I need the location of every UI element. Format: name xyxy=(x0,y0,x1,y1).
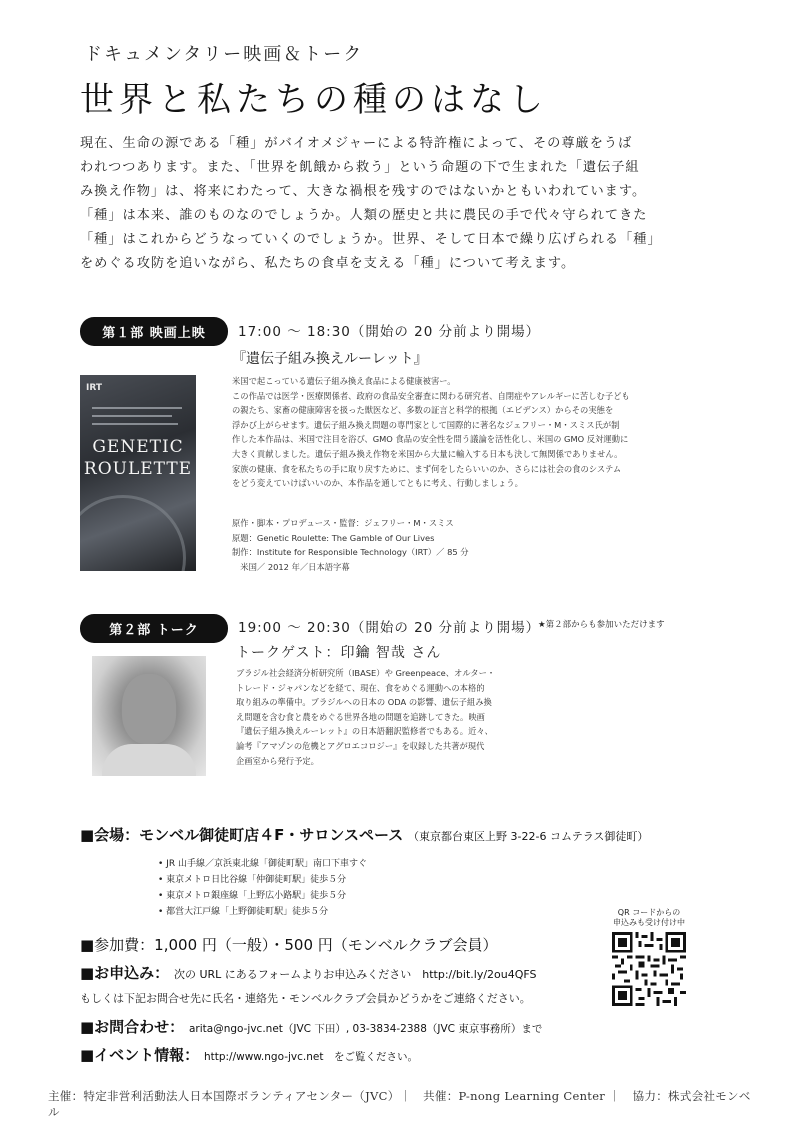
credit-line: 制作：Institute for Responsible Technology（IRT）／ 85 分 xyxy=(232,547,469,558)
access-text: 東京メトロ銀座線「上野広小路駅」徒歩５分 xyxy=(166,891,347,901)
venue-row xyxy=(80,824,648,845)
intro-line: 「種」はこれからどうなっていくのでしょうか。世界、そして日本で繰り広げられる「種」 xyxy=(80,232,662,247)
poster-logo: IRT xyxy=(86,383,103,393)
access-item: • 都営大江戸線「上野御徒町駅」徒歩５分 xyxy=(158,907,329,917)
credit-line: 原題：Genetic Roulette: The Gamble of Our Lives xyxy=(232,532,435,543)
qr-caption-line: 申込みも受け付け中 xyxy=(613,918,685,927)
film-description xyxy=(232,374,712,491)
access-text: 東京メトロ日比谷線「仲御徒町駅」徒歩５分 xyxy=(166,875,347,885)
intro-line: われつつあります。また、「世界を飢餓から救う」という命題の下で生まれた「遺伝子組 xyxy=(80,160,640,175)
contact-label: ■お問合わせ： xyxy=(80,1018,185,1036)
description-line: この作品では医学・医療関係者、政府の食品安全審査に関わる研究者、自閉症やアレルギーに苦しむ子ども xyxy=(232,390,630,401)
guest-photo xyxy=(92,656,206,776)
part2-badge: 第２部 トーク xyxy=(80,614,228,643)
fee-row: ■参加費：1,000 円（一般）・500 円（モンベルクラブ会員） xyxy=(80,936,498,954)
contact-row xyxy=(80,1016,542,1037)
bio-line: トレード・ジャパンなどを経て、現在、食をめぐる運動への本格的 xyxy=(236,682,485,693)
intro-line: 現在、生命の源である「種」がバイオメジャーによる特許権によって、その尊厳をうば xyxy=(80,136,633,151)
talk-guest: トークゲスト：印鑰 智哉 さん xyxy=(236,645,442,661)
film-title: 『遺伝子組み換えルーレット』 xyxy=(232,351,428,367)
description-line: の親たち、家畜の健康障害を扱った獣医など、多数の証言と科学的根拠（エビデンス）からその実態を xyxy=(232,405,614,416)
intro-line: 「種」は本来、誰のものなのでしょうか。人類の歴史と共に農民の手で代々守られてきた xyxy=(80,208,648,223)
film-poster-image xyxy=(80,375,196,571)
description-line: 米国で起こっている遺伝子組み換え食品による健康被害ー。 xyxy=(232,376,456,386)
credit-line: 原作・脚本・プロデュース・監督：ジェフリー・M・スミス xyxy=(232,518,454,528)
venue-label: ■会場：モンベル御徒町店４F・サロンスペース xyxy=(80,826,404,844)
apply-text: 次の URL にあるフォームよりお申込みください http://bit.ly/2ou4QFS xyxy=(173,968,537,981)
intro-text xyxy=(80,132,720,276)
bio-line: 取り組みの準備中。ブラジルへの日本の ODA の影響、遺伝子組み換 xyxy=(236,697,492,708)
intro-line: み換え作物」は、将来にわたって、大きな禍根を残すのではないかともいわれています。 xyxy=(80,184,647,199)
credit-line: 米国／ 2012 年／日本語字幕 xyxy=(232,561,350,572)
access-text: 都営大江戸線「上野御徒町駅」徒歩５分 xyxy=(166,907,329,917)
guest-bio xyxy=(236,666,566,768)
qr-caption xyxy=(604,908,694,928)
bio-line: 論考『アマゾンの危機とアグロエコロジー』を収録した共著が現代 xyxy=(236,740,485,751)
description-line: 浮かび上がらせます。遺伝子組み換え問題の専門家として国際的に著名なジェフリー・M・スミス氏が制 xyxy=(232,419,620,430)
access-item: • JR 山手線／京浜東北線「御徒町駅」南口下車すぐ xyxy=(158,859,367,869)
part1-time: 17:00 〜 18:30（開始の 20 分前より開場） xyxy=(238,324,541,340)
event-info-label: ■イベント情報： xyxy=(80,1046,200,1064)
description-line: 大きく貢献しました。遺伝子組み換え作物を米国から大量に輸入する日本も決して無関係でありません。 xyxy=(232,448,623,459)
bio-line: え問題を含む食と農をめぐる世界各地の問題を追跡してきた。映画 xyxy=(236,711,485,722)
photo-shirt xyxy=(102,744,196,776)
part2-note: ★第２部からも参加いただけます xyxy=(538,620,665,630)
photo-face xyxy=(122,674,176,744)
bio-line: ブラジル社会経済分析研究所（IBASE）や Greenpeace、オルター・ xyxy=(236,668,496,678)
footer-organizers: 主催：特定非営利活動法人日本国際ボランティアセンター（JVC）｜ 共催：P-nong Learning Center ｜ 協力：株式会社モンベル xyxy=(48,1089,751,1119)
contact-text[interactable]: arita@ngo-jvc.net（JVC 下田）, 03-3834-2388（JVC 東京事務所）まで xyxy=(188,1023,543,1035)
qr-caption-line: QR コードからの xyxy=(617,908,681,917)
roulette-wheel-graphic xyxy=(80,495,186,571)
venue-address: （東京都台東区上野 3-22-6 コムテラス御徒町） xyxy=(408,830,649,843)
apply-label: ■お申込み： xyxy=(80,964,170,982)
intro-line: をめぐる攻防を追いながら、私たちの食卓を支える「種」について考えます。 xyxy=(80,256,576,271)
page-title: 世界と私たちの種のはなし xyxy=(80,80,548,120)
event-info-row xyxy=(80,1044,418,1065)
part1-badge: 第１部 映画上映 xyxy=(80,317,228,346)
poster-text-line xyxy=(92,415,172,417)
bio-line: 『遺伝子組み換えルーレット』の日本語翻訳監修者でもある。近々、 xyxy=(236,726,493,737)
event-subtitle: ドキュメンタリー映画＆トーク xyxy=(84,44,364,65)
access-item: • 東京メトロ銀座線「上野広小路駅」徒歩５分 xyxy=(158,891,347,901)
event-info-link[interactable]: http://www.ngo-jvc.net をご覧ください。 xyxy=(203,1051,418,1063)
poster-text-line xyxy=(92,407,182,409)
description-line: をどう変えていけばいいのか、本作品を通してともに考え、行動しましょう。 xyxy=(232,478,523,489)
poster-title-line: GENETIC xyxy=(92,437,184,457)
poster-title-line: ROULETTE xyxy=(83,459,193,479)
qr-code[interactable] xyxy=(612,932,686,1006)
part2-time: 19:00 〜 20:30（開始の 20 分前より開場） xyxy=(238,620,541,636)
description-line: 家族の健康、食を私たちの手に取り戻すために、まず何をしたらいいのか、さらには社会の食のシステム xyxy=(232,463,622,474)
bio-line: 企画室から発行予定。 xyxy=(236,755,319,766)
access-item: • 東京メトロ日比谷線「仲御徒町駅」徒歩５分 xyxy=(158,875,347,885)
poster-text-line xyxy=(92,423,178,425)
access-text: JR 山手線／京浜東北線「御徒町駅」南口下車すぐ xyxy=(166,859,367,869)
film-credits xyxy=(232,516,712,574)
apply-row xyxy=(80,962,537,983)
apply-alt-text: もしくは下記お問合せ先に氏名・連絡先・モンベルクラブ会員かどうかをご連絡ください。 xyxy=(80,992,531,1005)
description-line: 作した本作品は、米国で注目を浴び、GMO 食品の安全性を問う議論を活性化し、米国の GMO 反対運動に xyxy=(232,434,629,445)
